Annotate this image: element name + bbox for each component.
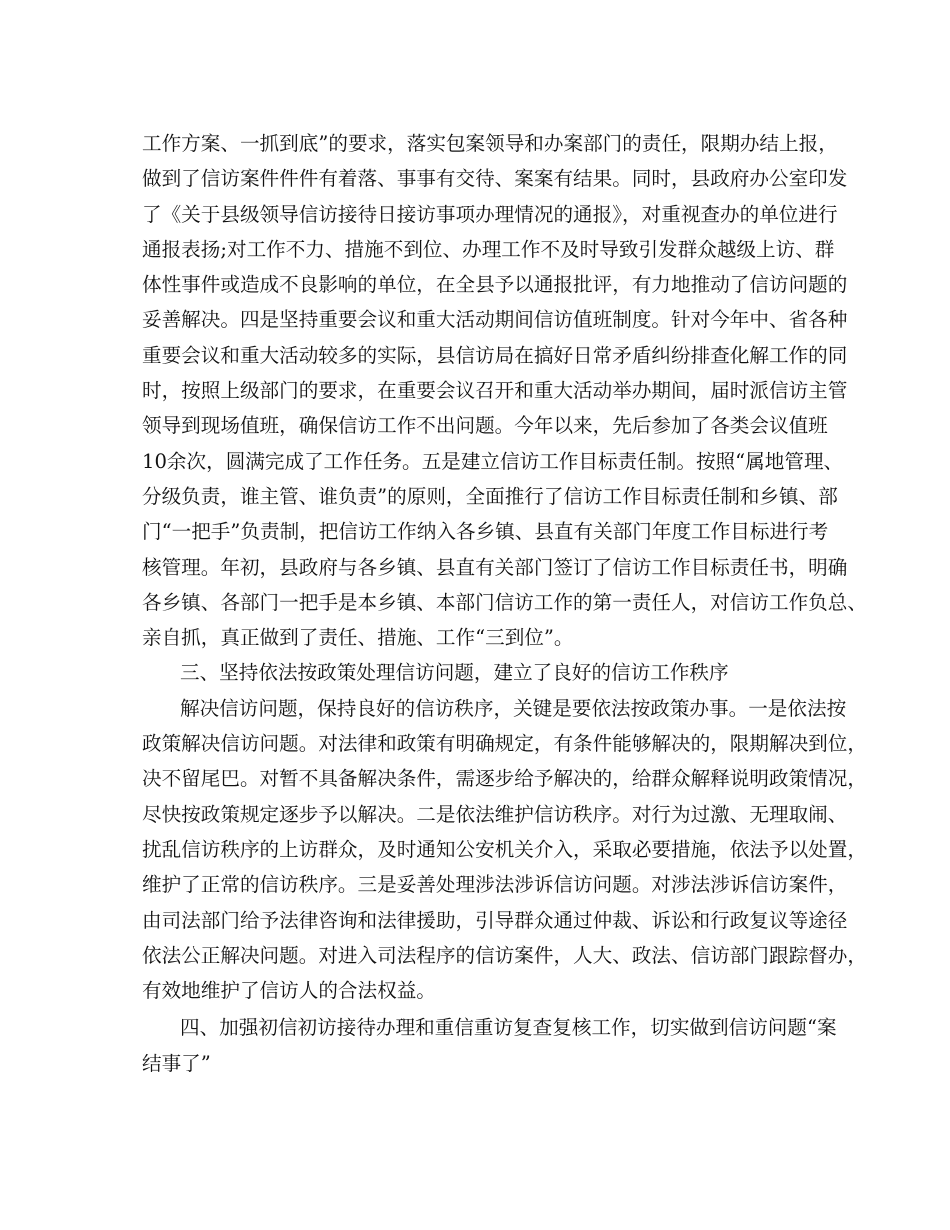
text-line: 核管理。年初，县政府与各乡镇、县直有关部门签订了信访工作目标责任书，明确	[142, 555, 848, 579]
text-line: 解决信访问题，保持良好的信访秩序，关键是要依法按政策办事。一是依法按	[180, 696, 847, 720]
text-line: 维护了正常的信访秩序。三是妥善处理涉法涉诉信访问题。对涉法涉诉信访案件，	[142, 873, 848, 897]
text-line: 扰乱信访秩序的上访群众，及时通知公安机关介入，采取必要措施，依法予以处置，	[142, 837, 867, 861]
paragraph-continuation	[142, 126, 867, 655]
text-line: 做到了信访案件件件有着落、事事有交待、案案有结果。同时，县政府办公室印发	[142, 167, 848, 191]
text-line: 依法公正解决问题。对进入司法程序的信访案件，人大、政法、信访部门跟踪督办，	[142, 943, 867, 967]
text-line: 门“一把手”负责制，把信访工作纳入各乡镇、县直有关部门年度工作目标进行考	[142, 520, 829, 544]
text-line: 10余次，圆满完成了工作任务。五是建立信访工作目标责任制。按照“属地管理、	[142, 449, 844, 473]
text-line: 分级负责，谁主管、谁负责”的原则，全面推行了信访工作目标责任制和乡镇、部	[142, 484, 838, 508]
document-body	[142, 126, 867, 1081]
section-heading-3: 三、坚持依法按政策处理信访问题，建立了良好的信访工作秩序	[180, 661, 729, 685]
text-line: 四、加强初信初访接待办理和重信重访复查复核工作，切实做到信访问题“案	[180, 1016, 837, 1040]
text-line: 时，按照上级部门的要求，在重要会议召开和重大活动举办期间，届时派信访主管	[142, 379, 848, 403]
text-line: 各乡镇、各部门一把手是本乡镇、本部门信访工作的第一责任人，对信访工作负总、	[142, 590, 867, 614]
text-line: 工作方案、一抓到底”的要求，落实包案领导和办案部门的责任，限期办结上报，	[142, 132, 838, 155]
text-line: 重要会议和重大活动较多的实际，县信访局在搞好日常矛盾纠纷排查化解工作的同	[142, 343, 848, 367]
text-line: 有效地维护了信访人的合法权益。	[142, 979, 436, 1003]
section-heading-4	[142, 1010, 837, 1081]
text-line: 领导到现场值班，确保信访工作不出问题。今年以来，先后参加了各类会议值班	[142, 414, 828, 438]
text-line: 尽快按政策规定逐步予以解决。二是依法维护信访秩序。对行为过激、无理取闹、	[142, 802, 848, 826]
text-line: 亲自抓，真正做到了责任、措施、工作“三到位”。	[142, 626, 574, 650]
text-line: 结事了”	[142, 1051, 211, 1075]
text-line: 政策解决信访问题。对法律和政策有明确规定，有条件能够解决的，限期解决到位，	[142, 732, 867, 756]
paragraph-section-3	[142, 691, 867, 1009]
text-line: 决不留尾巴。对暂不具备解决条件，需逐步给予解决的，给群众解释说明政策情况，	[142, 767, 867, 791]
text-line: 了《关于县级领导信访接待日接访事项办理情况的通报》，对重视查办的单位进行	[142, 202, 838, 226]
text-line: 由司法部门给予法律咨询和法律援助，引导群众通过仲裁、诉讼和行政复议等途径	[142, 908, 848, 932]
text-line: 妥善解决。四是坚持重要会议和重大活动期间信访值班制度。针对今年中、省各种	[142, 308, 848, 332]
text-line: 体性事件或造成不良影响的单位，在全县予以通报批评，有力地推动了信访问题的	[142, 273, 848, 297]
text-line: 通报表扬;对工作不力、措施不到位、办理工作不及时导致引发群众越级上访、群	[142, 237, 835, 261]
